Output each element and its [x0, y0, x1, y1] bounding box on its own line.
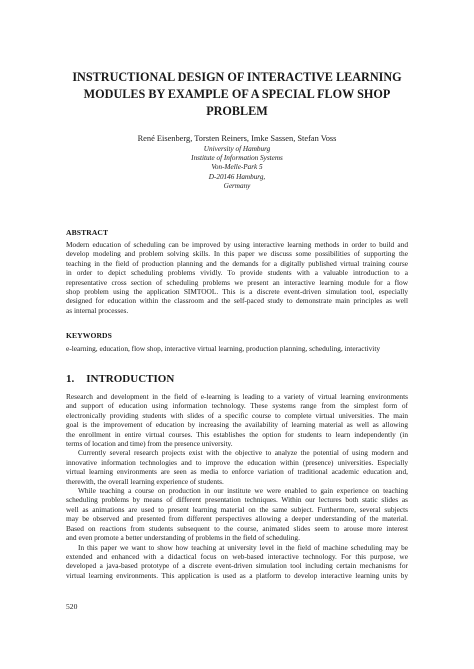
abstract-line: in order to depict scheduling problems vividly. To provide students with a valuable introduction to a [66, 268, 408, 278]
body-line: well as animations are used to present learning material on the same subject. Furthermore, several subjects [66, 504, 408, 514]
body-line: scheduling problems by means of different presentation techniques. Within our lectures both static slides as [66, 495, 408, 505]
paper-page [66, 0, 408, 669]
body-line: Based on reactions from students subsequent to the course, animated slides seem to arouse more interest [66, 523, 408, 533]
body-line: Currently several research projects exist with the objective to analyze the potential of using modern and [78, 448, 408, 458]
body-line: Research and development in the field of e-learning is leading to a variety of virtual learning environments [66, 392, 408, 401]
body-line: terms of location and time) from the presence university. [66, 439, 233, 449]
body-line: While teaching a course on production in our institute we were enabled to gain experience on teaching [78, 486, 408, 496]
body-line: may be observed and presented from different perspectives allowing a deeper understanding of the material. [66, 514, 408, 524]
page-number: 520 [66, 602, 78, 611]
title-line: MODULES BY EXAMPLE OF A SPECIAL FLOW SHOP [83, 87, 391, 101]
keywords-heading: KEYWORDS [66, 331, 112, 340]
affiliation-line: Von-Melle-Park 5 [211, 163, 263, 172]
affiliation-line: D-20146 Hamburg, [208, 172, 266, 181]
abstract-line: shop problem using the application SIMTOOL. This is a discrete event-driven simulation tool, especially [66, 287, 408, 297]
title-line: PROBLEM [206, 104, 268, 118]
abstract-line: designed for education within the classroom and the self-paced study to demonstrate main principles as well [66, 296, 408, 306]
abstract-line: as internal processes. [66, 305, 129, 315]
body-line: electronically providing students with slides of a specific course to complete virtual universities. The main [66, 410, 408, 420]
paper-title [66, 69, 408, 120]
affiliation-line: Germany [223, 181, 251, 190]
body-line: developed a java-based prototype of a discrete event-driven simulation tool including certain mechanisms for [66, 561, 408, 571]
author-list: René Eisenberg, Torsten Reiners, Imke Sassen, Stefan Voss [137, 134, 337, 143]
abstract-line: teaching in the field of production planning and the demands for a digitally published virtual training course [66, 258, 408, 268]
body-line: innovative information technologies and to improve the education within (presence) universities. Especially [66, 457, 408, 467]
section-number: 1. [66, 373, 75, 385]
abstract-heading: ABSTRACT [66, 228, 109, 237]
body-line: virtual learning environments. This application is used as a platform to develop interactive learning units by [66, 570, 408, 580]
body-line: therewith, the overall learning experience of students. [66, 476, 224, 486]
abstract-line: develop modeling and problem solving skills. In this paper we discuss some possibilities of supporting the [66, 249, 408, 259]
affiliation [66, 145, 408, 191]
abstract-text [66, 240, 408, 315]
introduction-text [66, 392, 408, 580]
title-line: INSTRUCTIONAL DESIGN OF INTERACTIVE LEARNING [72, 70, 402, 84]
body-line: the enrollment in entire virtual courses. This establishes the option for students to learn independently (in [66, 429, 408, 439]
body-line: and even promote a better understanding of problems in the field of scheduling. [66, 533, 300, 543]
abstract-line: representative cross section of scheduling problems we present an interactive learning module for a flow [66, 277, 408, 287]
keywords-text: e-learning, education, flow shop, interactive virtual learning, production planning, scheduling, interactivity [66, 344, 381, 353]
body-line: goal is the improvement of education by increasing the availability of learning material as well as allowing [66, 420, 408, 430]
section-heading [66, 373, 174, 385]
body-line: virtual learning environments are seen as media to enforce variation of traditional academic education and, [66, 467, 408, 477]
abstract-line: Modern education of scheduling can be improved by using interactive learning methods in order to build and [66, 240, 408, 249]
body-line: and support of education using information technology. These systems range from the simplest form of [66, 401, 408, 411]
section-title: INTRODUCTION [86, 373, 175, 385]
body-line: In this paper we want to show how teaching at university level in the field of machine scheduling may be [78, 542, 408, 552]
body-line: extended and enhanced with a didactical focus on web-based interactive technology. For this purpose, we [66, 551, 408, 561]
affiliation-line: Institute of Information Systems [191, 154, 283, 163]
affiliation-line: University of Hamburg [203, 145, 271, 153]
